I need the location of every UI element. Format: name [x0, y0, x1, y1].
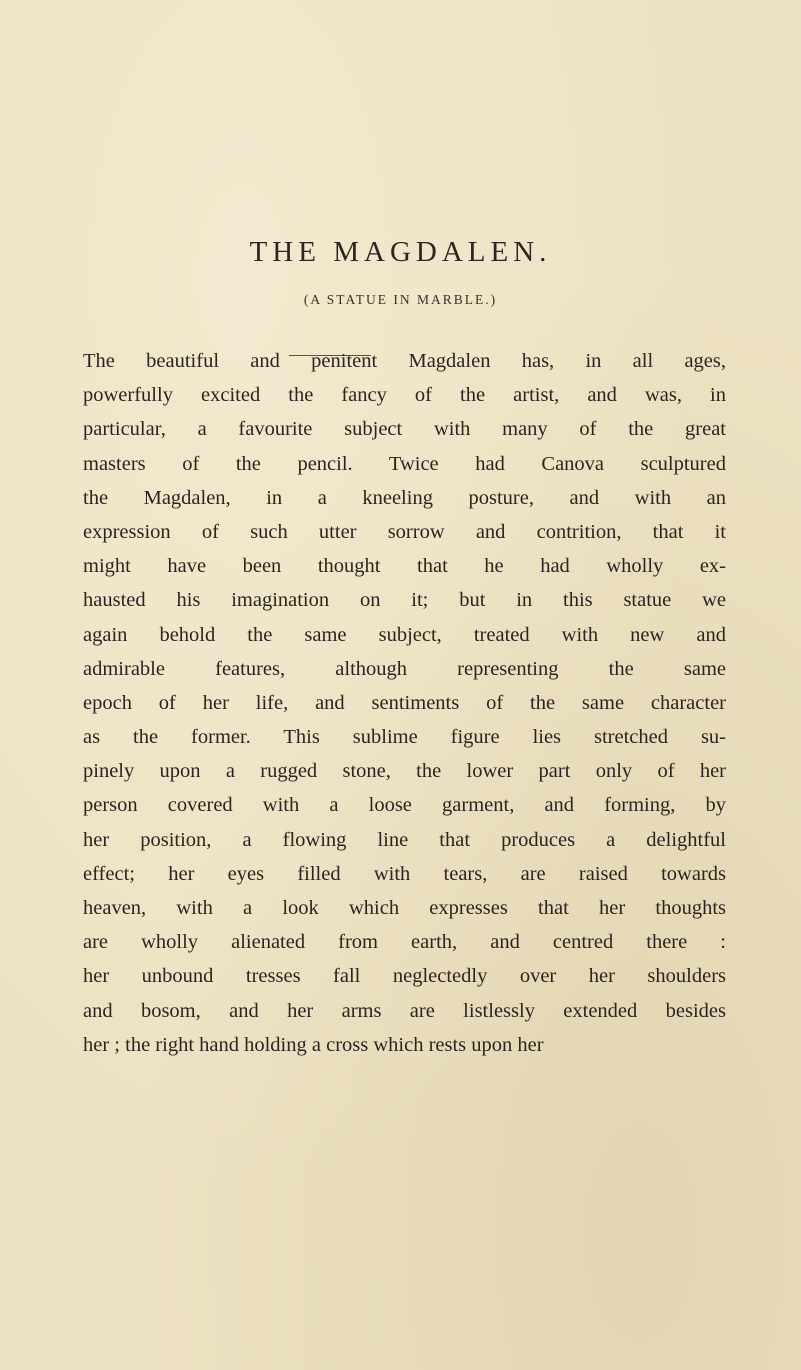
chapter-title: THE MAGDALEN. [249, 236, 552, 268]
text-line: pinely upon a rugged stone, the lower part only of her [83, 760, 726, 783]
text-line: the Magdalen, in a kneeling posture, and with an [83, 486, 726, 509]
text-line: as the former. This sublime figure lies stretched su- [83, 726, 726, 749]
text-line: effect; her eyes filled with tears, are raised towards [83, 862, 726, 885]
text-line: her unbound tresses fall neglectedly over her shoulders [83, 965, 726, 988]
text-line: heaven, with a look which expresses that her thoughts [83, 897, 726, 919]
text-line: are wholly alienated from earth, and centred there : [83, 931, 726, 954]
chapter-subtitle: (A STATUE IN MARBLE.) [303, 292, 498, 307]
text-line: admirable features, although representing the same [83, 657, 726, 680]
text-line: her ; the right hand holding a cross which rests upon her [83, 1033, 544, 1056]
text-line: particular, a favourite subject with many of the great [83, 418, 726, 441]
text-line: masters of the pencil. Twice had Canova sculptured [83, 452, 726, 475]
text-line: powerfully excited the fancy of the artist, and was, in [83, 384, 726, 407]
text-line: hausted his imagination on it; but in this statue we [83, 589, 726, 612]
text-line: again behold the same subject, treated with new and [83, 623, 726, 646]
text-line: person covered with a loose garment, and forming, by [83, 794, 726, 817]
body-paragraph [83, 344, 726, 1062]
text-line: might have been thought that he had wholly ex- [83, 555, 726, 578]
text-line: her position, a flowing line that produces a delightful [83, 828, 726, 851]
text-line: The beautiful and penitent Magdalen has, in all ages, [83, 350, 726, 372]
text-line: and bosom, and her arms are listlessly extended besides [83, 999, 726, 1022]
text-line: epoch of her life, and sentiments of the same character [83, 691, 726, 714]
text-line: expression of such utter sorrow and contrition, that it [83, 520, 726, 543]
